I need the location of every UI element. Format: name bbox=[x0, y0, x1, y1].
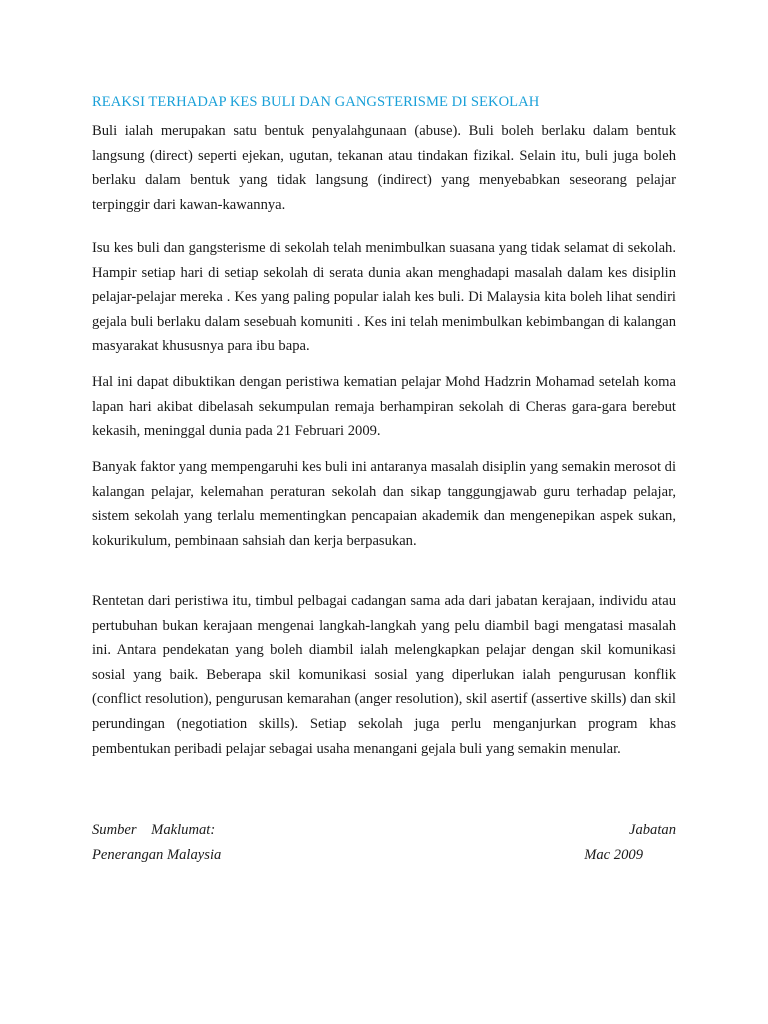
source-org-part1: Jabatan bbox=[628, 822, 676, 838]
paragraph-solutions: Rentetan dari peristiwa itu, timbul pelbagai cadangan sama ada dari jabatan kerajaan, individu atau pertubuhan bukan kerajaan mengenai langkah-langkah yang pelu diambil bagi mengatasi masalah ini. Antara pendekatan yang boleh diambil ialah melengkapkan pelajar dengan skil komunikasi sosial yang baik. Beberapa skil komunikasi sosial yang diperlukan ialah pengurusan konflik (conflict resolution), pengurusan kemarahan (anger resolution), skil asertif (assertive skills) dan skil perundingan (negotiation skills). Setiap sekolah juga perlu menganjurkan program khas pembentukan peribadi pelajar sebagai usaha menangani gejala buli yang semakin menular. bbox=[92, 593, 676, 757]
source-label: Sumber Maklumat: bbox=[92, 822, 216, 838]
paragraph-factors: Banyak faktor yang mempengaruhi kes buli ini antaranya masalah disiplin yang semakin merosot di kalangan pelajar, kelemahan peraturan sekolah dan sikap tanggungjawab guru terhadap pelajar, sistem sekolah yang terlalu mementingkan pencapaian akademik dan mengenepikan aspek sukan, kokurikulum, pembinaan sahsiah dan kerja berpasukan. bbox=[92, 459, 677, 549]
paragraph-case-example: Hal ini dapat dibuktikan dengan peristiwa kematian pelajar Mohd Hadzrin Mohamad setelah koma lapan hari akibat dibelasah sekumpulan remaja berhampiran sekolah di Cheras gara-gara berebut kekasih, meninggal dunia pada 21 Februari 2009. bbox=[92, 374, 676, 440]
source-date: Mac 2009 bbox=[584, 847, 643, 863]
document-title: REAKSI TERHADAP KES BULI DAN GANGSTERISME DI SEKOLAH bbox=[92, 94, 540, 110]
paragraph-issue: Isu kes buli dan gangsterisme di sekolah telah menimbulkan suasana yang tidak selamat di sekolah. Hampir setiap hari di setiap sekolah di serata dunia akan menghadapi masalah dalam kes disiplin pelajar-pelajar mereka . Kes yang paling popular ialah kes buli. Di Malaysia kita boleh lihat sendiri gejala buli berlaku dalam sesebuah komuniti . Kes ini telah menimbulkan kebimbangan di kalangan masyarakat khususnya para ibu bapa. bbox=[92, 240, 676, 355]
paragraph-definition: Buli ialah merupakan satu bentuk penyalahgunaan (abuse). Buli boleh berlaku dalam bentuk langsung (direct) seperti ejekan, ugutan, tekanan atau tindakan fizikal. Selain itu, buli juga boleh berlaku dalam bentuk yang tidak langsung (indirect) yang menyebabkan seseorang pelajar terpinggir dari kawan-kawannya. bbox=[92, 123, 676, 213]
source-org-part2: Penerangan Malaysia bbox=[92, 847, 222, 863]
